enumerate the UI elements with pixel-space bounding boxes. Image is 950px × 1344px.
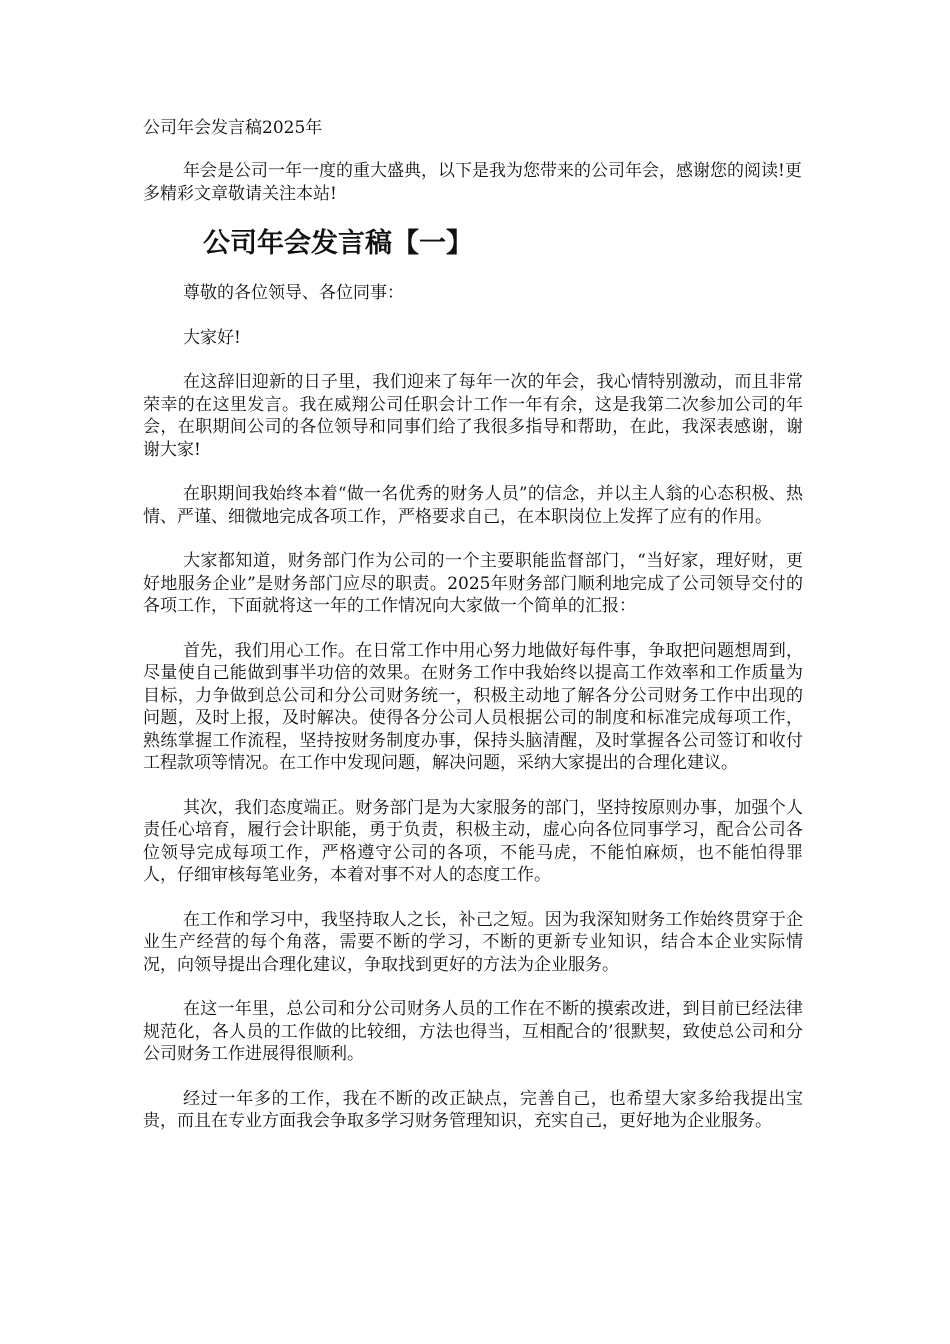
greeting: 大家好! (183, 327, 241, 348)
intro-paragraph: 年会是公司一年一度的重大盛典，以下是我为您带来的公司年会，感谢您的阅读!更多精彩文章敬请关注本站! (143, 161, 802, 204)
body-paragraph: 其次，我们态度端正。财务部门是为大家服务的部门，坚持按原则办事，加强个人责任心培育，履行会计职能，勇于负责，积极主动，虚心向各位同事学习，配合公司各位领导完成每项工作，严格遵守公司的各项，不能马虎，不能怕麻烦，也不能怕得罪人，仔细审核每笔业务，本着对事不对人的态度工作。 (143, 797, 803, 885)
body-paragraph: 经过一年多的工作，我在不断的改正缺点，完善自己，也希望大家多给我提出宝贵，而且在专业方面我会争取多学习财务管理知识，充实自己，更好地为企业服务。 (143, 1088, 803, 1131)
body-paragraph: 在这一年里，总公司和分公司财务人员的工作在不断的摸索改进，到目前已经法律规范化，各人员的工作做的比较细，方法也得当，互相配合的’很默契，致使总公司和分公司财务工作进展得很顺利。 (143, 999, 803, 1064)
body-paragraph: 大家都知道，财务部门作为公司的一个主要职能监督部门，“当好家，理好财，更好地服务企业”是财务部门应尽的职责。2025年财务部门顺利地完成了公司领导交付的各项工作，下面就将这一年的工作情况向大家做一个简单的汇报： (143, 551, 803, 616)
section-heading: 公司年会发言稿【一】 (203, 228, 473, 259)
body-paragraph: 在这辞旧迎新的日子里，我们迎来了每年一次的年会，我心情特别激动，而且非常荣幸的在这里发言。我在威翔公司任职会计工作一年有余，这是我第二次参加公司的年会，在职期间公司的各位领导和同事们给了我很多指导和帮助，在此，我深表感谢，谢谢大家! (143, 372, 803, 460)
body-paragraph: 在工作和学习中，我坚持取人之长，补己之短。因为我深知财务工作始终贯穿于企业生产经营的每个角落，需要不断的学习，不断的更新专业知识，结合本企业实际情况，向领导提出合理化建议，争取找到更好的方法为企业服务。 (143, 909, 803, 975)
document-title: 公司年会发言稿2025年 (143, 118, 323, 138)
body-paragraph: 在职期间我始终本着“做一名优秀的财务人员”的信念，并以主人翁的心态积极、热情、严谨、细微地完成各项工作，严格要求自己，在本职岗位上发挥了应有的作用。 (143, 484, 803, 527)
speech-body (143, 282, 803, 1155)
body-paragraph: 首先，我们用心工作。在日常工作中用心努力地做好每件事，争取把问题想周到，尽量使自己能做到事半功倍的效果。在财务工作中我始终以提高工作效率和工作质量为目标，力争做到总公司和分公司财务统一，积极主动地了解各分公司财务工作中出现的问题，及时上报，及时解决。使得各分公司人员根据公司的制度和标准完成每项工作，熟练掌握工作流程，坚持按财务制度办事，保持头脑清醒，及时掌握各公司签订和收付工程款项等情况。在工作中发现问题，解决问题，采纳大家提出的合理化建议。 (143, 640, 803, 773)
salutation: 尊敬的各位领导、各位同事： (183, 283, 404, 303)
